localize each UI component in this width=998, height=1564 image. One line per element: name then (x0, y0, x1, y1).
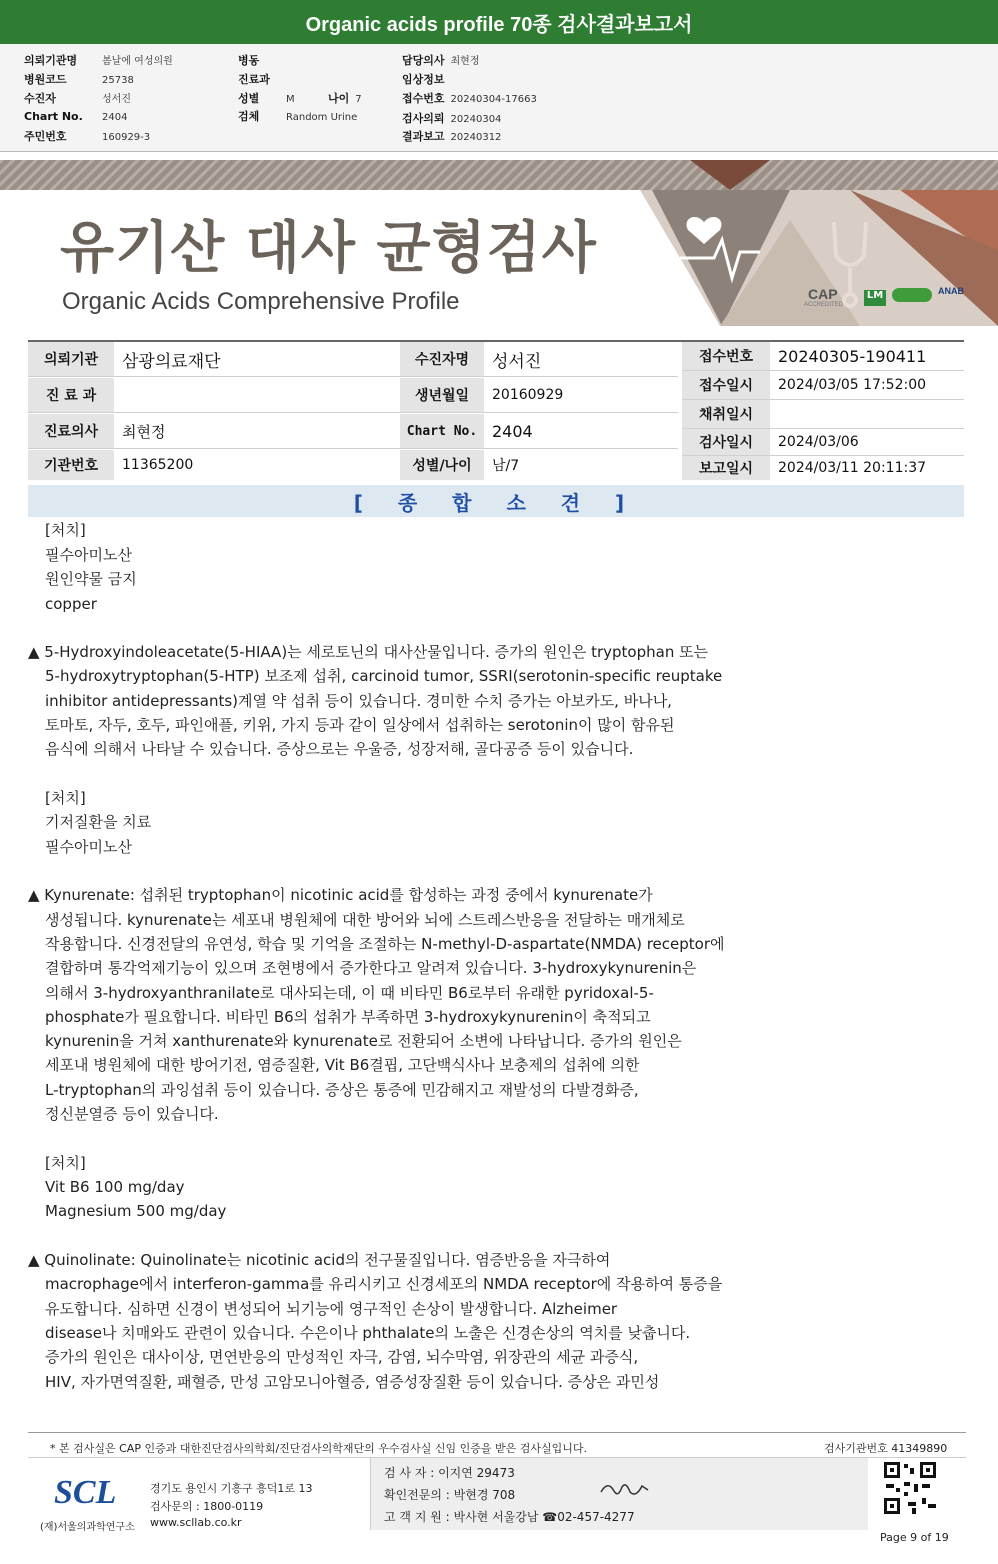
label-chart: Chart No. (400, 414, 484, 448)
report-title: Organic acids profile 70종 검사결과보고서 (0, 0, 998, 44)
page-number: Page 9 of 19 (880, 1531, 949, 1544)
label-receipt-no: 접수번호 (682, 342, 770, 370)
summary-line: 유도합니다. 심하면 신경이 변성되어 뇌기능에 영구적인 손상이 발생합니다. Alzheimer (45, 1300, 618, 1318)
summary-line: 필수아미노산 (45, 546, 132, 564)
value-report-dt: 2024/03/11 20:11:37 (778, 460, 927, 476)
info-request: 검사의뢰 20240304 (402, 112, 502, 125)
qr-code-icon (882, 1460, 938, 1516)
value-name: 성서진 (492, 351, 542, 372)
summary-line: 의해서 3-hydroxyanthranilate로 대사되는데, 이 때 비타민 B6로부터 유래한 pyridoxal-5- (45, 984, 654, 1002)
summary-line: inhibitor antidepressants)계열 약 섭취 등이 있습니다. 경미한 수치 증가는 아보카도, 바나나, (45, 692, 672, 710)
info-clinical: 임상정보 (402, 73, 445, 86)
patient-info-table (28, 340, 964, 482)
summary-line: disease나 치매와도 관련이 있습니다. 수은이나 phthalate의 노출은 신경손상의 역치를 낮춥니다. (45, 1324, 691, 1342)
info-age: 나이 7 (328, 92, 362, 105)
summary-line: Vit B6 100 mg/day (45, 1178, 185, 1196)
info-patient: 수진자 성서진 (24, 92, 131, 105)
summary-line: HIV, 자가면역질환, 패혈증, 만성 고암모니아혈증, 염증성장질환 등이 있습니다. 증상은 과민성 (45, 1373, 660, 1391)
footer-inst-code: 검사기관번호 41349890 (824, 1442, 948, 1455)
info-ward: 병동 (238, 54, 260, 67)
value-institution: 삼광의료재단 (122, 351, 221, 372)
banner-title-ko: 유기산 대사 균형검사 (60, 216, 597, 281)
label-department: 진 료 과 (28, 378, 114, 412)
summary-line: 원인약물 금지 (45, 570, 137, 588)
label-birth: 생년월일 (400, 378, 484, 412)
info-hospital-code: 병원코드 25738 (24, 73, 134, 86)
label-test-dt: 검사일시 (682, 429, 770, 455)
summary-line: [처치] (45, 521, 86, 539)
footer-website: www.scllab.co.kr (150, 1516, 242, 1529)
info-id-no: 주민번호 160929-3 (24, 130, 151, 143)
label-name: 수진자명 (400, 342, 484, 376)
summary-bullet-line: ▲ Kynurenate: 섭취된 tryptophan이 nicotinic acid를 합성하는 과정 중에서 kynurenate가 (28, 886, 653, 904)
summary-line: copper (45, 595, 97, 613)
label-doctor: 진료의사 (28, 414, 114, 448)
summary-line: 작용합니다. 신경전달의 유연성, 학습 및 기억을 조절하는 N-methyl-D-aspartate(NMDA) receptor에 (45, 935, 725, 953)
header-info (0, 44, 998, 152)
summary-line: 토마토, 자두, 호두, 파인애플, 키위, 가지 등과 같이 일상에서 섭취하는 serotonin이 많이 함유된 (45, 716, 675, 734)
label-institution: 의뢰기관 (28, 342, 114, 376)
label-receipt-dt: 접수일시 (682, 371, 770, 399)
summary-line: 생성됩니다. kynurenate는 세포내 병원체에 대한 방어와 뇌에 스트레스반응을 전달하는 매개체로 (45, 911, 685, 929)
value-chart: 2404 (492, 421, 533, 441)
value-test-dt: 2024/03/06 (778, 434, 859, 450)
label-report-dt: 보고일시 (682, 456, 770, 480)
info-dept: 진료과 (238, 73, 270, 86)
scl-logo: SCL (54, 1474, 117, 1511)
info-chart-no: Chart No. 2404 (24, 110, 128, 123)
footer-address: 경기도 용인시 기흥구 흥덕1로 13 (150, 1482, 313, 1495)
summary-line: [처치] (45, 789, 86, 807)
label-inst-no: 기관번호 (28, 450, 114, 480)
summary-line: phosphate가 필요합니다. 비타민 B6의 섭취가 부족하면 3-hydroxykynurenin이 축적되고 (45, 1008, 651, 1026)
info-institution: 의뢰기관명 봄날에 여성의원 (24, 54, 173, 67)
info-specimen: 검체 Random Urine (238, 110, 358, 123)
summary-bullet-line: ▲ Quinolinate: Quinolinate는 nicotinic acid의 전구물질입니다. 염증반응을 자극하여 (28, 1251, 611, 1269)
summary-line: 결합하며 통각억제기능이 있으며 조현병에서 증가한다고 알려져 있습니다. 3-hydroxykynurenin은 (45, 959, 697, 977)
footer-notice: * 본 검사실은 CAP 인증과 대한진단검사의학회/진단검사의학재단의 우수검사실 신임 인증을 받은 검사실입니다. (50, 1442, 588, 1455)
summary-line: L-tryptophan의 과잉섭취 등이 있습니다. 증상은 통증에 민감해지고 재발성의 다발경화증, (45, 1081, 639, 1099)
footer-org: (재)서울의과학연구소 (40, 1522, 135, 1533)
summary-line: [처치] (45, 1154, 86, 1172)
summary-line: Magnesium 500 mg/day (45, 1202, 227, 1220)
footer-inquiry: 검사문의 : 1800-0119 (150, 1500, 264, 1513)
value-collect-dt (770, 400, 964, 428)
summary-line: 기저질환을 치료 (45, 813, 152, 831)
summary-line: 정신분열증 등이 있습니다. (45, 1105, 219, 1123)
cap-logo: CAP (808, 286, 838, 302)
label-collect-dt: 채취일시 (682, 400, 770, 428)
cap-sub: ACCREDITED (804, 302, 844, 308)
value-birth: 20160929 (492, 387, 564, 403)
info-result: 결과보고 20240312 (402, 130, 502, 143)
signature-image (598, 1478, 652, 1500)
banner (0, 160, 998, 330)
summary-title: [ 종 합 소 견 ] (28, 485, 964, 517)
summary-line: 음식에 의해서 나타날 수 있습니다. 증상으로는 우울증, 성장저해, 골다공증 등이 있습니다. (45, 740, 634, 758)
info-doctor: 담당의사 최현정 (402, 54, 480, 67)
label-sex-age: 성별/나이 (400, 450, 484, 480)
summary-bullet-line: ▲ 5-Hydroxyindoleacetate(5-HIAA)는 세로토닌의 대사산물입니다. 증가의 원인은 tryptophan 또는 (28, 643, 709, 661)
summary-line: 5-hydroxytryptophan(5-HTP) 보조제 섭취, carcinoid tumor, SSRI(serotonin-specific reuptake (45, 667, 723, 685)
summary-line: kynurenin을 거쳐 xanthurenate와 kynurenate로 전환되어 소변에 나타납니다. 증가의 원인은 (45, 1032, 682, 1050)
lm-logo: LM (864, 290, 886, 306)
value-receipt-dt: 2024/03/05 17:52:00 (778, 377, 927, 393)
info-sex: 성별 M (238, 92, 295, 105)
info-receipt: 접수번호 20240304-17663 (402, 92, 537, 105)
summary-line: 필수아미노산 (45, 838, 132, 856)
value-inst-no: 11365200 (122, 457, 194, 473)
footer-specialist: 확인전문의 : 박현경 708 (384, 1488, 516, 1502)
kola-logo (892, 288, 932, 302)
summary-line: macrophage에서 interferon-gamma를 유리시키고 신경세포의 NMDA receptor에 작용하여 통증을 (45, 1275, 723, 1293)
value-department (114, 378, 400, 412)
value-sex-age: 남/7 (492, 458, 520, 474)
banner-title-en: Organic Acids Comprehensive Profile (62, 288, 460, 315)
summary-line: 세포내 병원체에 대한 방어기전, 염증질환, Vit B6결핍, 고단백식사나 보충제의 섭취에 의한 (45, 1056, 640, 1074)
footer-examiner: 검 사 자 : 이지연 29473 (384, 1466, 515, 1480)
value-receipt-no: 20240305-190411 (778, 346, 927, 366)
footer-support: 고 객 지 원 : 박사현 서울강남 ☎02-457-4277 (384, 1510, 635, 1524)
value-doctor: 최현정 (122, 422, 166, 441)
summary-line: 증가의 원인은 대사이상, 면연반응의 만성적인 자극, 감염, 뇌수막염, 위장관의 세균 과증식, (45, 1348, 639, 1366)
anab-logo: ANAB (938, 286, 964, 296)
